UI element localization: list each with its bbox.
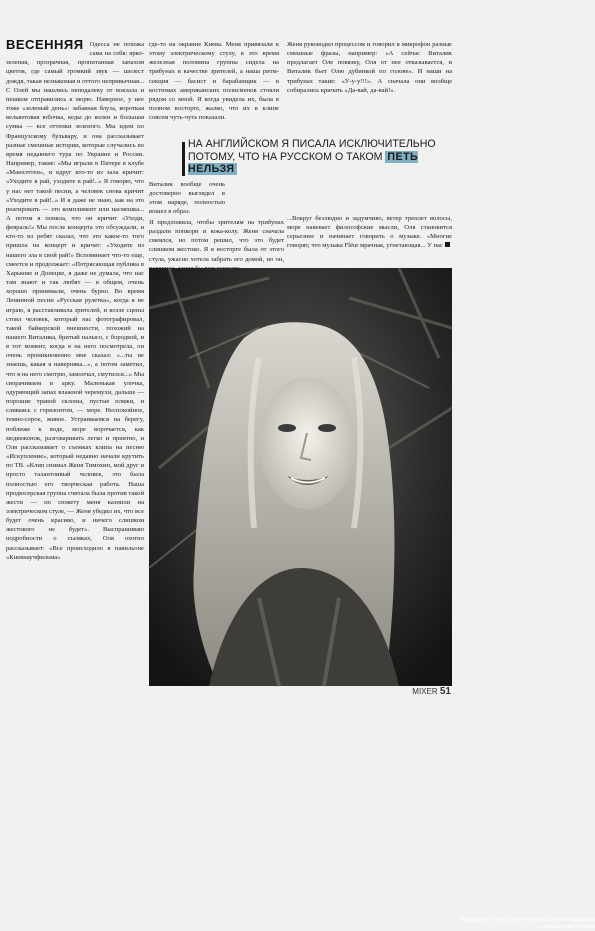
pull-quote (188, 138, 456, 186)
article-column-3-top (287, 40, 452, 126)
magazine-name: MIXER (412, 687, 438, 696)
article-column-3-text: Женя руководил процессом и говорил в микрофон разные смешные фразы, например: «А сейчас Виталик предлагает Оле повязку, Оля от нее отказывается, и Виталик бьет Олю дубинкой по голове». И наши на трибунах такие: «У-у-у!!!». А сначала они вообще собирались кричать «Да-вай, да-вай!». (287, 41, 452, 94)
article-column-3-bottom-text: ...Вокруг безлюдно и задумчиво, ветер треплет волосы, море навевает философские мысли, Оля становится серьезнее и начинает говорить о музыке. «Многие говорят, что музыка Flёur мрачная, угнетающая... У нас (287, 215, 452, 250)
article-column-2-mid (149, 180, 225, 220)
pull-quote-highlight: ПЕТЬ НЕЛЬЗЯ (188, 150, 419, 175)
article-column-2-mid-text: Виталик вообще очень достоверно выглядел в этом наряде, полностью вошел в образ. (149, 181, 225, 216)
article-column-2-text: где-то на окраине Киева. Меня привязали к этому электрическому стулу, в это время железная половина группы сидела на трибунах в качестве зрителей, а наша ритм-секция — басист и барабанщик — в костюмах американских полисменов стояли рядом со мной. Я когда увидела их, была в полном восторге, жалко, что их в клипе совсем чуть-чуть показали. (149, 41, 279, 122)
article-end-mark (445, 242, 450, 247)
pull-quote-text: НА АНГЛИЙСКОМ Я ПИСАЛА ИСКЛЮЧИТЕЛЬНО ПОТОМУ, ЧТО НА РУССКОМ О ТАКОМ (188, 138, 436, 163)
photo-caption: Камуфляж Лене идет не меньше, чем воздушные концертные платья (461, 917, 595, 930)
article-column-2-bottom-text: Я предложила, чтобы зрителям на трибунах раздали попкорн и кока-колу. Женя сначала смеялся, но потом решил, что это будет слишком жестоко. Я в восторге была от этого стула, ужасно хотела забрать его домой, но он, (149, 219, 284, 263)
page-footer (412, 686, 451, 697)
article-column-2-top (149, 40, 279, 134)
portrait-illustration (149, 268, 452, 686)
article-kicker: ВЕСЕННЯЯ (6, 37, 84, 52)
article-column-1-text: Одесса не похожа сама на себя: ярко-зеленая, прозрачная, пропитанная запахом цветов, где самый громкий звук — шелест дождя, такая незнакомая и оттого непривычная... С Олей мы нашлись неподалеку от вокзала и пешком отправились к морю. Наверное, у нее тоже «зеленый день»: забавная блуза, короткая вельветовая юбочка, кеды до колен и большая сумка — все оттенки зеленого. Мы идем по Французскому бульвару, и она рассказывает разные смешные истории, которые случались во время недавнего тура по Украине и России. Например, такие: «Мы играли в Питере в клубе «Манхэттен», и вдруг кто-то из зала кричит: «Уходите в рай, уходите в рай!..» Я говорю, что у нас нет такой песни, а человек снова кричит «Уходите в рай!..» И я даже не знаю, как на это реагировать — это комплимент или насмешка... А потом я поняла, что он кричит «Уходи, февраль!» Мы после концерта это обсуждали, и кто-то из ребят сказал, что это какое-то того пришла на концерт и кричат: «Уходите из нашего зла в свой рай!» Вспоминает что-то еще, смеется и продолжает: «Потрясающая публика в Харькове и Донецке, я даже не думала, что нас там знают и так любят — в общем, очень хорошо принимали, очень бурно. Во время Ленинной песни «Русская рулетка», когда я не играю, я расставливала зрителей, и возле сцены стоял человек, который нас фотографировал, такой байкерской внешности, похожий на нашего Виталика, бритый налысо, с бородкой, и в тот момент, когда я на него посмотрела, он очень проникновенно мне сказал: «...ты не знаешь, какая я наверняка...», а потом заметил, что я на него смотрю, замолчал, смутился...» Мы сворачиваем в арку. Маленькая улочка, одуряющий запах влажной черемухи, дальше — порошие травой склоны, пустые пляжи, и сливаясь с горизонтом, — море. Неспокойное, темно-серое, живое. Устраиваемся на берегу, поближе к воде, море ворочается, как медвежонок, разговаривать легко и приятно, и Оля рассказывает о съемках клипа на песню «Искупление», который недавно начали крутить по ТВ. «Клип снимал Женя Тимохин, мой друг и просто талантливый человек, это была полностью его творческая работа. Наша продюсерская группа считала была против такой жести — по сюжету меня казнили на электрическом стуле, — Женя убедил их, что все будет очень красиво, и ничего слишком жестокого не будет». Выспрашиваю подробности о съемках, Оля охотно рассказывает: «Все происходило в павильоне «Киевнаучфильма» (6, 41, 144, 561)
page-number: 51 (439, 686, 451, 697)
article-column-3-bottom (287, 214, 452, 268)
article-column-1 (6, 37, 144, 686)
pull-quote-bar (182, 142, 185, 176)
article-column-2-bottom (149, 218, 284, 266)
